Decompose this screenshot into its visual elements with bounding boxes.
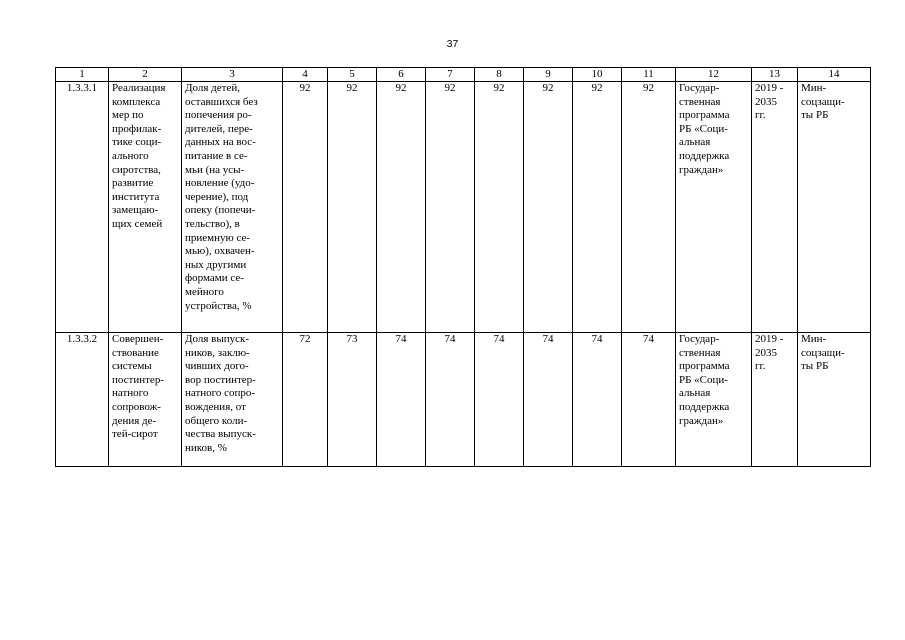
column-header: 5 [328, 68, 377, 82]
row-code: 1.3.3.1 [56, 82, 109, 333]
value-cell: 92 [426, 82, 475, 333]
column-header: 7 [426, 68, 475, 82]
value-cell: 74 [377, 333, 426, 467]
column-header: 8 [475, 68, 524, 82]
executor-cell: Мин- соцзащи- ты РБ [798, 82, 871, 333]
row-code: 1.3.3.2 [56, 333, 109, 467]
value-cell: 92 [622, 82, 676, 333]
program-cell: Государ- ственная программа РБ «Соци- альная поддержка граждан» [676, 333, 752, 467]
column-header: 10 [573, 68, 622, 82]
column-header: 3 [182, 68, 283, 82]
program-indicators-table [55, 67, 871, 467]
indicator-cell: Доля выпуск- ников, заклю- чивших дого- вор постинтер- натного сопро- вождения, от общего коли- чества выпуск- ников, % [182, 333, 283, 467]
table-row [56, 82, 871, 333]
measure-cell: Реализация комплекса мер по профилак- тике соци- ального сиротства, развитие института замещаю- щих семей [109, 82, 182, 333]
value-cell: 73 [328, 333, 377, 467]
value-cell: 74 [426, 333, 475, 467]
value-cell: 92 [283, 82, 328, 333]
table-row [56, 333, 871, 467]
value-cell: 92 [475, 82, 524, 333]
value-cell: 74 [573, 333, 622, 467]
column-header: 11 [622, 68, 676, 82]
column-header: 14 [798, 68, 871, 82]
column-header: 9 [524, 68, 573, 82]
program-cell: Государ- ственная программа РБ «Соци- альная поддержка граждан» [676, 82, 752, 333]
column-header: 13 [752, 68, 798, 82]
value-cell: 74 [524, 333, 573, 467]
value-cell: 74 [622, 333, 676, 467]
value-cell: 92 [377, 82, 426, 333]
column-header: 6 [377, 68, 426, 82]
header-row [56, 68, 871, 82]
page-number: 37 [446, 38, 459, 50]
column-header: 1 [56, 68, 109, 82]
period-cell: 2019 - 2035 гг. [752, 82, 798, 333]
column-header: 12 [676, 68, 752, 82]
column-header: 4 [283, 68, 328, 82]
measure-cell: Совершен- ствование системы постинтер- натного сопровож- дения де- тей-сирот [109, 333, 182, 467]
period-cell: 2019 - 2035 гг. [752, 333, 798, 467]
executor-cell: Мин- соцзащи- ты РБ [798, 333, 871, 467]
value-cell: 92 [524, 82, 573, 333]
indicator-cell: Доля детей, оставшихся без попечения ро- дителей, пере- данных на вос- питание в се- мьи (на усы- новление (удо- черение), под опеку (попечи- тельство), в приемную се- мью), охвачен- ных другими формами се- мейного устройства, % [182, 82, 283, 333]
value-cell: 92 [573, 82, 622, 333]
value-cell: 92 [328, 82, 377, 333]
value-cell: 72 [283, 333, 328, 467]
column-header: 2 [109, 68, 182, 82]
value-cell: 74 [475, 333, 524, 467]
